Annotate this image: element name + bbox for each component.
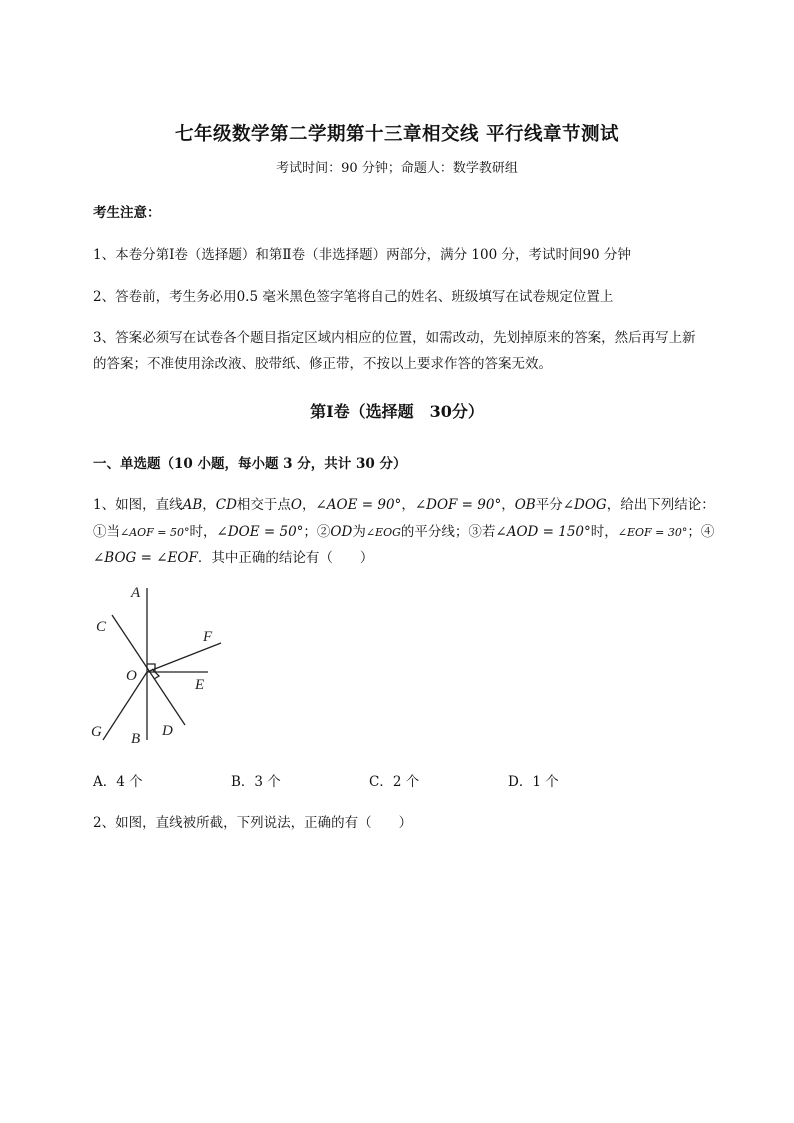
notice-item-1: 1、本卷分第Ⅰ卷（选择题）和第Ⅱ卷（非选择题）两部分，满分 100 分，考试时间90 分钟 <box>93 247 631 263</box>
q1-math: ∠AOE = 90° <box>315 497 402 513</box>
q1-text: ；④ <box>687 524 715 540</box>
notice-heading: 考生注意： <box>93 205 161 221</box>
q1-text: ，给出下列结论： <box>606 497 715 513</box>
q1-figure <box>85 580 235 750</box>
q1-text: 平分 <box>535 497 563 513</box>
exam-info: 考试时间：90 分钟；命题人：数学教研组 <box>276 161 518 176</box>
q1-text: ， <box>302 497 316 513</box>
q1-text: ．其中正确的结论有（ ） <box>197 550 374 566</box>
q2-text: 2、如图，直线被所截，下列说法，正确的有（ ） <box>93 815 413 831</box>
q1-text: 的平分线；③若 <box>400 524 496 540</box>
figure-label-c: C <box>96 619 107 635</box>
q1-text: ， <box>202 497 216 513</box>
q1-option-d[interactable]: D．1 个 <box>508 774 559 790</box>
q1-text: 为 <box>352 524 366 540</box>
figure-label-o: O <box>126 668 137 684</box>
part-heading: 一、单选题（10 小题，每小题 3 分，共计 30 分） <box>93 456 407 472</box>
q1-math: AB <box>182 497 203 513</box>
notice-item-2: 2、答卷前，考生务必用0.5 毫米黑色签字笔将自己的姓名、班级填写在试卷规定位置上 <box>93 289 614 305</box>
q1-math: ∠AOF = 50° <box>120 526 190 539</box>
q1-text: 相交于点 <box>236 497 291 513</box>
q1-option-b[interactable]: B．3 个 <box>231 774 281 790</box>
ray-of <box>147 643 221 672</box>
q1-text: ， <box>401 497 415 513</box>
q1-math: CD <box>215 497 237 513</box>
q1-text: 1、如图，直线 <box>93 497 183 513</box>
figure-label-g: G <box>91 724 102 740</box>
q1-line-1 <box>93 493 715 513</box>
q1-math: ∠DOF = 90° <box>414 497 502 513</box>
notice-item-3-line-2: 的答案；不准使用涂改液、胶带纸、修正带，不按以上要求作答的答案无效。 <box>93 356 552 372</box>
q1-option-c[interactable]: C．2 个 <box>369 774 420 790</box>
figure-label-b: B <box>131 731 141 747</box>
ray-og <box>103 672 147 740</box>
q1-math: OD <box>330 524 353 540</box>
q1-line-3 <box>93 546 373 566</box>
q1-math: ∠EOF = 30° <box>617 526 688 539</box>
figure-label-a: A <box>131 585 141 601</box>
q1-text: ， <box>501 497 515 513</box>
section-title: 第Ⅰ卷（选择题 30分） <box>310 402 484 421</box>
q1-math: ∠BOG = ∠EOF <box>93 550 198 566</box>
q1-math: ∠AOD = 150° <box>495 524 591 540</box>
q1-text: ①当 <box>93 524 120 540</box>
figure-label-d: D <box>162 723 173 739</box>
q1-option-a[interactable]: A．4 个 <box>93 774 143 790</box>
q1-line-2 <box>93 520 714 540</box>
q1-math: O <box>290 497 302 513</box>
q1-math: ∠EOG <box>365 526 401 539</box>
q1-math: ∠DOE = 50° <box>216 524 304 540</box>
figure-label-f: F <box>203 629 213 645</box>
page-title: 七年级数学第二学期第十三章相交线 平行线章节测试 <box>175 124 619 145</box>
q1-math: ∠DOG <box>562 497 607 513</box>
q1-math: OB <box>514 497 536 513</box>
notice-item-3-line-1: 3、答案必须写在试卷各个题目指定区域内相应的位置，如需改动，先划掉原来的答案，然后再写上新 <box>93 330 696 346</box>
q1-text: ；② <box>303 524 331 540</box>
q1-text: 时， <box>189 524 217 540</box>
figure-label-e: E <box>195 677 205 693</box>
q1-text: 时， <box>590 524 618 540</box>
